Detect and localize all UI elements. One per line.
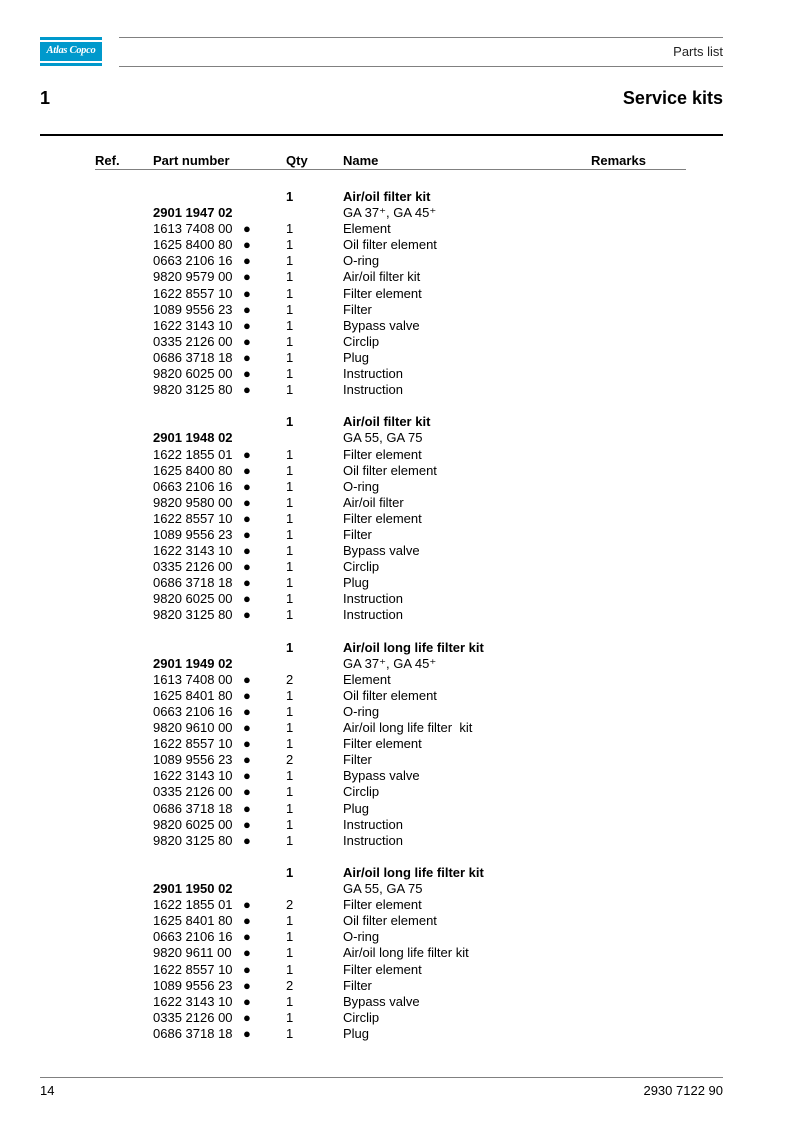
item-part-number: 1613 7408 00 <box>153 671 233 687</box>
item-qty: 1 <box>286 704 294 719</box>
item-part-number: 1622 8557 10 <box>153 961 233 977</box>
bullet-icon: ● <box>243 575 251 591</box>
footer-rule <box>40 1077 723 1078</box>
item-name: Oil filter element <box>343 237 437 253</box>
bullet-icon: ● <box>243 816 251 832</box>
item-qty: 1 <box>286 913 294 929</box>
item-name: Circlip <box>343 333 380 349</box>
column-header-ref: Ref. <box>95 153 120 168</box>
kit-title-row <box>0 640 800 656</box>
item-part-number: 1625 8401 80 <box>153 687 233 703</box>
table-row <box>0 591 800 607</box>
item-part-number: 0335 2126 00 <box>153 1009 233 1025</box>
item-qty: 1 <box>286 462 294 478</box>
bullet-icon: ● <box>243 269 251 285</box>
item-qty: 1 <box>286 784 294 800</box>
table-row <box>0 221 800 237</box>
chapter-number: 1 <box>40 88 51 108</box>
table-row <box>0 559 800 575</box>
bullet-icon: ● <box>243 510 251 526</box>
item-qty: 1 <box>286 720 294 736</box>
atlas-copco-logo <box>40 37 102 66</box>
kit-models: GA 37⁺, GA 45⁺ <box>343 205 437 221</box>
chapter-rule <box>40 134 723 136</box>
item-qty: 2 <box>286 671 294 687</box>
table-row <box>0 801 800 817</box>
table-row <box>0 543 800 559</box>
table-row <box>0 897 800 913</box>
item-name: Oil filter element <box>343 687 437 703</box>
item-part-number: 1613 7408 00 <box>153 221 233 237</box>
item-name: Instruction <box>343 832 403 848</box>
item-qty: 1 <box>286 993 294 1009</box>
table-row <box>0 447 800 463</box>
item-name: Bypass valve <box>343 993 420 1009</box>
item-name: Filter <box>343 752 372 768</box>
bullet-icon: ● <box>243 317 251 333</box>
item-qty: 1 <box>286 736 294 752</box>
bullet-icon: ● <box>243 897 251 913</box>
header-section-label: Parts list <box>673 44 723 59</box>
kit-qty: 1 <box>286 189 294 204</box>
item-part-number: 0335 2126 00 <box>153 333 233 349</box>
table-row <box>0 833 800 849</box>
item-name: Oil filter element <box>343 462 437 478</box>
item-part-number: 1622 3143 10 <box>153 768 233 784</box>
bullet-icon: ● <box>243 221 251 237</box>
item-part-number: 1622 1855 01 <box>153 446 233 462</box>
table-row <box>0 334 800 350</box>
item-qty: 1 <box>286 446 294 462</box>
kit-models: GA 55, GA 75 <box>343 430 423 446</box>
item-name: Filter <box>343 301 372 317</box>
item-name: Filter <box>343 977 372 993</box>
bullet-icon: ● <box>243 543 251 559</box>
table-row <box>0 720 800 736</box>
table-row <box>0 527 800 543</box>
item-name: Bypass valve <box>343 768 420 784</box>
item-qty: 1 <box>286 1009 294 1025</box>
table-row <box>0 994 800 1010</box>
item-qty: 1 <box>286 929 294 945</box>
item-name: Air/oil filter kit <box>343 269 421 285</box>
item-name: Filter <box>343 526 372 542</box>
spacer-row <box>0 398 800 414</box>
bullet-icon: ● <box>243 913 251 929</box>
column-header-name: Name <box>343 153 379 168</box>
column-header-qty: Qty <box>286 153 308 168</box>
bullet-icon: ● <box>243 720 251 736</box>
item-qty: 1 <box>286 333 294 349</box>
item-part-number: 0686 3718 18 <box>153 575 233 591</box>
item-part-number: 1622 8557 10 <box>153 285 233 301</box>
table-row <box>0 817 800 833</box>
item-qty: 1 <box>286 494 294 510</box>
kit-title: Air/oil long life filter kit <box>343 864 484 880</box>
item-qty: 1 <box>286 285 294 301</box>
item-name: Air/oil long life filter kit <box>343 720 473 736</box>
item-part-number: 1089 9556 23 <box>153 301 233 317</box>
item-qty: 2 <box>286 897 294 913</box>
table-row <box>0 302 800 318</box>
item-name: Element <box>343 221 391 237</box>
item-qty: 1 <box>286 768 294 784</box>
table-row <box>0 495 800 511</box>
bullet-icon: ● <box>243 559 251 575</box>
table-header-rule <box>95 169 686 170</box>
item-qty: 1 <box>286 221 294 237</box>
item-name: Instruction <box>343 382 403 398</box>
item-part-number: 1622 3143 10 <box>153 543 233 559</box>
bullet-icon: ● <box>243 366 251 382</box>
spacer-row <box>0 624 800 640</box>
table-row <box>0 607 800 623</box>
table-row <box>0 962 800 978</box>
bullet-icon: ● <box>243 832 251 848</box>
item-qty: 1 <box>286 591 294 607</box>
logo-text: Atlas Copco <box>46 45 96 56</box>
table-row <box>0 269 800 285</box>
bullet-icon: ● <box>243 961 251 977</box>
table-row <box>0 752 800 768</box>
item-part-number: 1625 8401 80 <box>153 913 233 929</box>
item-name: Filter element <box>343 510 422 526</box>
bullet-icon: ● <box>243 1009 251 1025</box>
item-part-number: 1089 9556 23 <box>153 752 233 768</box>
item-name: Filter element <box>343 285 422 301</box>
bullet-icon: ● <box>243 349 251 365</box>
item-qty: 1 <box>286 816 294 832</box>
item-part-number: 0335 2126 00 <box>153 784 233 800</box>
item-name: Element <box>343 671 391 687</box>
item-name: O-ring <box>343 704 380 719</box>
kit-title-row <box>0 189 800 205</box>
item-part-number: 0663 2106 16 <box>153 929 233 945</box>
kit-qty: 1 <box>286 864 294 880</box>
item-qty: 1 <box>286 575 294 591</box>
table-row <box>0 929 800 945</box>
table-row <box>0 978 800 994</box>
item-name: Instruction <box>343 366 403 382</box>
item-part-number: 9820 9580 00 <box>153 494 233 510</box>
item-part-number: 9820 3125 80 <box>153 607 233 623</box>
item-name: Filter element <box>343 897 422 913</box>
item-part-number: 1089 9556 23 <box>153 977 233 993</box>
item-part-number: 0663 2106 16 <box>153 704 233 719</box>
item-name: Circlip <box>343 559 380 575</box>
item-qty: 1 <box>286 253 294 269</box>
item-part-number: 0686 3718 18 <box>153 800 233 816</box>
item-part-number: 1625 8400 80 <box>153 462 233 478</box>
bullet-icon: ● <box>243 494 251 510</box>
table-row <box>0 463 800 479</box>
item-part-number: 9820 3125 80 <box>153 382 233 398</box>
item-name: O-ring <box>343 929 380 945</box>
spacer-row <box>0 849 800 865</box>
bullet-icon: ● <box>243 446 251 462</box>
item-part-number: 1622 8557 10 <box>153 510 233 526</box>
bullet-icon: ● <box>243 237 251 253</box>
item-name: O-ring <box>343 478 380 494</box>
header-top-rule <box>119 37 723 38</box>
kit-models: GA 55, GA 75 <box>343 881 423 897</box>
column-header-part-number: Part number <box>153 153 230 168</box>
item-qty: 1 <box>286 510 294 526</box>
item-name: Instruction <box>343 591 403 607</box>
item-name: Circlip <box>343 784 380 800</box>
table-row <box>0 945 800 961</box>
bullet-icon: ● <box>243 285 251 301</box>
item-name: Bypass valve <box>343 543 420 559</box>
item-qty: 1 <box>286 349 294 365</box>
table-row <box>0 768 800 784</box>
document-number: 2930 7122 90 <box>643 1083 723 1098</box>
table-row <box>0 382 800 398</box>
table-row <box>0 366 800 382</box>
kit-part-row <box>0 881 800 897</box>
item-part-number: 9820 6025 00 <box>153 366 233 382</box>
table-row <box>0 736 800 752</box>
kit-part-row <box>0 430 800 446</box>
header-bottom-rule <box>119 66 723 67</box>
item-part-number: 0663 2106 16 <box>153 253 233 269</box>
item-name: Filter element <box>343 446 422 462</box>
item-part-number: 9820 6025 00 <box>153 816 233 832</box>
table-row <box>0 1026 800 1042</box>
item-qty: 1 <box>286 800 294 816</box>
item-name: Instruction <box>343 607 403 623</box>
table-row <box>0 672 800 688</box>
kit-part-number: 2901 1948 02 <box>153 430 233 446</box>
table-row <box>0 784 800 800</box>
table-row <box>0 318 800 334</box>
bullet-icon: ● <box>243 704 251 719</box>
item-name: Filter element <box>343 736 422 752</box>
item-name: Plug <box>343 800 370 816</box>
table-row <box>0 575 800 591</box>
table-row <box>0 286 800 302</box>
item-name: O-ring <box>343 253 380 269</box>
kit-title: Air/oil long life filter kit <box>343 639 484 655</box>
table-row <box>0 1010 800 1026</box>
kit-qty: 1 <box>286 414 294 430</box>
item-qty: 1 <box>286 832 294 848</box>
item-qty: 1 <box>286 559 294 575</box>
bullet-icon: ● <box>243 736 251 752</box>
chapter-title: Service kits <box>622 88 723 108</box>
bullet-icon: ● <box>243 333 251 349</box>
kit-title: Air/oil filter kit <box>343 414 431 430</box>
item-part-number: 9820 9611 00 <box>153 945 232 961</box>
table-row <box>0 704 800 720</box>
item-qty: 1 <box>286 317 294 333</box>
item-part-number: 9820 9610 00 <box>153 720 233 736</box>
item-part-number: 0335 2126 00 <box>153 559 233 575</box>
item-qty: 1 <box>286 478 294 494</box>
table-row <box>0 237 800 253</box>
item-name: Bypass valve <box>343 317 420 333</box>
page-number: 14 <box>40 1083 55 1098</box>
kit-title: Air/oil filter kit <box>343 189 431 204</box>
item-qty: 1 <box>286 607 294 623</box>
item-part-number: 9820 3125 80 <box>153 832 233 848</box>
bullet-icon: ● <box>243 1025 251 1041</box>
kit-part-row <box>0 656 800 672</box>
kit-part-number: 2901 1947 02 <box>153 205 233 221</box>
item-qty: 1 <box>286 687 294 703</box>
kit-part-number: 2901 1950 02 <box>153 881 233 897</box>
item-qty: 2 <box>286 752 294 768</box>
item-qty: 1 <box>286 945 294 961</box>
bullet-icon: ● <box>243 993 251 1009</box>
item-part-number: 1622 3143 10 <box>153 993 233 1009</box>
table-row <box>0 913 800 929</box>
item-part-number: 1622 1855 01 <box>153 897 233 913</box>
item-part-number: 1089 9556 23 <box>153 526 233 542</box>
table-row <box>0 511 800 527</box>
item-part-number: 0663 2106 16 <box>153 478 233 494</box>
item-part-number: 1622 8557 10 <box>153 736 233 752</box>
item-part-number: 0686 3718 18 <box>153 1025 233 1041</box>
item-name: Air/oil filter <box>343 494 404 510</box>
bullet-icon: ● <box>243 591 251 607</box>
item-qty: 1 <box>286 961 294 977</box>
parts-table <box>0 189 800 1042</box>
item-name: Plug <box>343 575 370 591</box>
bullet-icon: ● <box>243 945 251 961</box>
item-qty: 1 <box>286 237 294 253</box>
bullet-icon: ● <box>243 687 251 703</box>
item-qty: 1 <box>286 543 294 559</box>
item-part-number: 9820 9579 00 <box>153 269 233 285</box>
bullet-icon: ● <box>243 382 251 398</box>
kit-title-row <box>0 865 800 881</box>
item-part-number: 1622 3143 10 <box>153 317 233 333</box>
item-part-number: 9820 6025 00 <box>153 591 233 607</box>
bullet-icon: ● <box>243 800 251 816</box>
item-name: Air/oil long life filter kit <box>343 945 469 961</box>
bullet-icon: ● <box>243 526 251 542</box>
table-row <box>0 479 800 495</box>
table-row <box>0 688 800 704</box>
kit-part-number: 2901 1949 02 <box>153 655 233 671</box>
column-header-remarks: Remarks <box>591 153 646 168</box>
item-qty: 1 <box>286 269 294 285</box>
item-name: Instruction <box>343 816 403 832</box>
bullet-icon: ● <box>243 301 251 317</box>
item-name: Plug <box>343 1025 370 1041</box>
item-qty: 1 <box>286 526 294 542</box>
item-qty: 1 <box>286 382 294 398</box>
bullet-icon: ● <box>243 253 251 269</box>
bullet-icon: ● <box>243 768 251 784</box>
bullet-icon: ● <box>243 462 251 478</box>
bullet-icon: ● <box>243 752 251 768</box>
item-qty: 1 <box>286 366 294 382</box>
item-name: Filter element <box>343 961 422 977</box>
bullet-icon: ● <box>243 478 251 494</box>
item-qty: 1 <box>286 1025 294 1041</box>
bullet-icon: ● <box>243 977 251 993</box>
bullet-icon: ● <box>243 784 251 800</box>
item-qty: 1 <box>286 301 294 317</box>
kit-models: GA 37⁺, GA 45⁺ <box>343 655 437 671</box>
item-qty: 2 <box>286 977 294 993</box>
kit-title-row <box>0 414 800 430</box>
bullet-icon: ● <box>243 929 251 945</box>
bullet-icon: ● <box>243 671 251 687</box>
table-row <box>0 350 800 366</box>
kit-qty: 1 <box>286 639 294 655</box>
item-name: Circlip <box>343 1009 380 1025</box>
item-name: Plug <box>343 349 370 365</box>
item-name: Oil filter element <box>343 913 437 929</box>
table-row <box>0 253 800 269</box>
bullet-icon: ● <box>243 607 251 623</box>
item-part-number: 0686 3718 18 <box>153 349 233 365</box>
kit-part-row <box>0 205 800 221</box>
item-part-number: 1625 8400 80 <box>153 237 233 253</box>
